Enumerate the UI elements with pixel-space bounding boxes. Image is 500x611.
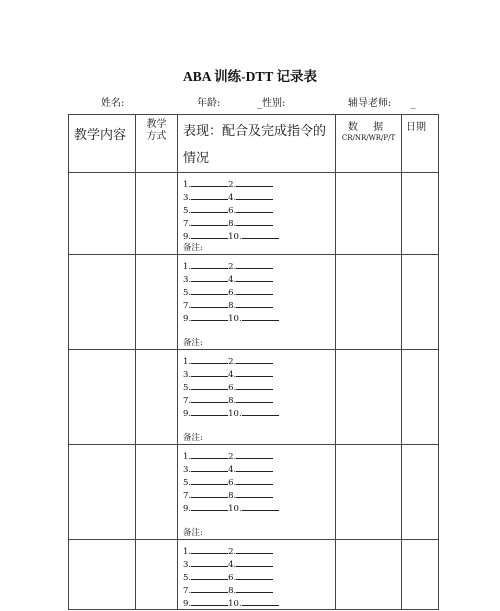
item-number: 2. <box>228 452 237 462</box>
method-cell <box>136 255 178 350</box>
answer-blank[interactable] <box>191 216 228 226</box>
data-cell <box>336 255 402 350</box>
item-number: 3. <box>183 370 192 380</box>
item-number: 3. <box>183 193 192 203</box>
header-method-line2: 方式 <box>146 131 167 142</box>
answer-blank[interactable] <box>236 583 273 593</box>
record-table <box>68 114 439 610</box>
item-pair <box>183 203 335 216</box>
performance-cell <box>178 255 336 350</box>
item-number: 9. <box>183 409 192 419</box>
item-pair <box>183 216 335 229</box>
item-number: 3. <box>183 560 192 570</box>
tutor-field <box>348 94 416 109</box>
item-number: 6. <box>228 573 237 583</box>
method-cell <box>136 445 178 540</box>
item-number: 6. <box>228 478 237 488</box>
item-number: 1. <box>183 452 192 462</box>
name-label: 姓名: <box>101 98 125 109</box>
item-pair <box>183 501 335 514</box>
item-number: 4. <box>228 465 237 475</box>
item-number: 5. <box>183 573 192 583</box>
data-cell <box>336 173 402 255</box>
item-number: 7. <box>183 396 192 406</box>
answer-blank[interactable] <box>191 311 228 321</box>
answer-blank[interactable] <box>191 501 228 511</box>
date-cell <box>402 173 439 255</box>
answer-blank[interactable] <box>191 475 228 485</box>
answer-blank[interactable] <box>191 380 228 390</box>
item-pair <box>183 406 335 419</box>
method-cell <box>136 350 178 445</box>
item-pair <box>183 583 335 596</box>
note-label: 备注: <box>183 528 203 538</box>
answer-blank[interactable] <box>191 462 228 472</box>
item-pair <box>183 177 335 190</box>
item-number: 7. <box>183 491 192 501</box>
answer-blank[interactable] <box>242 596 279 606</box>
answer-blank[interactable] <box>242 311 279 321</box>
item-number: 6. <box>228 288 237 298</box>
item-pair <box>183 298 335 311</box>
table-row <box>69 350 439 445</box>
method-cell <box>136 540 178 610</box>
item-number: 3. <box>183 465 192 475</box>
item-pair <box>183 272 335 285</box>
answer-blank[interactable] <box>191 203 228 213</box>
answer-blank[interactable] <box>191 406 228 416</box>
answer-blank[interactable] <box>236 216 273 226</box>
header-performance: 表现：配合及完成指令的情况 <box>178 115 336 173</box>
content-cell <box>69 255 136 350</box>
item-number: 2. <box>228 357 237 367</box>
answer-blank[interactable] <box>191 272 228 282</box>
item-number: 8. <box>228 219 237 229</box>
item-pair <box>183 354 335 367</box>
item-number: 9. <box>183 504 192 514</box>
item-pair <box>183 229 335 242</box>
answer-blank[interactable] <box>191 298 228 308</box>
answer-blank[interactable] <box>236 462 273 472</box>
content-cell <box>69 350 136 445</box>
answer-blank[interactable] <box>191 583 228 593</box>
item-number: 7. <box>183 301 192 311</box>
answer-blank[interactable] <box>236 285 273 295</box>
item-pair <box>183 544 335 557</box>
item-number: 1. <box>183 180 192 190</box>
note-label: 备注: <box>183 433 203 443</box>
item-number: 10. <box>228 314 242 324</box>
answer-blank[interactable] <box>191 544 228 554</box>
item-number: 5. <box>183 478 192 488</box>
item-number: 2. <box>228 180 237 190</box>
item-pair <box>183 259 335 272</box>
tutor-label: 辅导老师: <box>348 98 392 109</box>
performance-cell <box>178 173 336 255</box>
gender-field <box>257 94 285 109</box>
item-pair <box>183 380 335 393</box>
item-number: 1. <box>183 547 192 557</box>
item-number: 8. <box>228 586 237 596</box>
answer-blank[interactable] <box>242 229 279 239</box>
item-pair <box>183 488 335 501</box>
content-cell <box>69 173 136 255</box>
header-method-line1: 教学 <box>146 119 167 130</box>
header-data <box>336 115 402 173</box>
item-pair <box>183 449 335 462</box>
answer-blank[interactable] <box>242 501 279 511</box>
item-pair <box>183 285 335 298</box>
answer-blank[interactable] <box>236 393 273 403</box>
item-pair <box>183 557 335 570</box>
answer-blank[interactable] <box>236 298 273 308</box>
item-number: 2. <box>228 547 237 557</box>
answer-blank[interactable] <box>191 190 228 200</box>
item-number: 10. <box>228 409 242 419</box>
header-row <box>69 115 439 173</box>
content-cell <box>69 445 136 540</box>
performance-cell <box>178 540 336 610</box>
table-row <box>69 540 439 610</box>
answer-blank[interactable] <box>191 488 228 498</box>
data-cell <box>336 540 402 610</box>
answer-blank[interactable] <box>236 272 273 282</box>
item-number: 1. <box>183 262 192 272</box>
item-number: 4. <box>228 560 237 570</box>
item-number: 9. <box>183 599 192 609</box>
date-cell <box>402 350 439 445</box>
answer-blank[interactable] <box>236 488 273 498</box>
item-number: 4. <box>228 370 237 380</box>
item-number: 5. <box>183 206 192 216</box>
item-number: 8. <box>228 491 237 501</box>
answer-blank[interactable] <box>191 367 228 377</box>
data-cell <box>336 350 402 445</box>
item-number: 5. <box>183 383 192 393</box>
method-cell <box>136 173 178 255</box>
item-number: 6. <box>228 383 237 393</box>
data-cell <box>336 445 402 540</box>
header-date: 日期 <box>402 115 439 173</box>
age-label: 年龄: <box>197 98 221 109</box>
answer-blank[interactable] <box>236 203 273 213</box>
answer-blank[interactable] <box>191 449 228 459</box>
answer-blank[interactable] <box>236 570 273 580</box>
answer-blank[interactable] <box>191 177 228 187</box>
answer-blank[interactable] <box>236 190 273 200</box>
table-row <box>69 445 439 540</box>
date-cell <box>402 255 439 350</box>
answer-blank[interactable] <box>236 380 273 390</box>
item-number: 9. <box>183 314 192 324</box>
answer-blank[interactable] <box>236 475 273 485</box>
item-pair <box>183 596 335 609</box>
header-method <box>136 115 178 173</box>
item-pair <box>183 190 335 203</box>
item-pair <box>183 393 335 406</box>
item-pair <box>183 475 335 488</box>
answer-blank[interactable] <box>236 367 273 377</box>
note-label: 备注: <box>183 338 203 348</box>
gender-label: _性别: <box>257 98 286 109</box>
header-content: 教学内容 <box>69 115 136 173</box>
date-cell <box>402 445 439 540</box>
item-number: 3. <box>183 275 192 285</box>
item-pair <box>183 570 335 583</box>
item-pair <box>183 367 335 380</box>
performance-cell <box>178 350 336 445</box>
answer-blank[interactable] <box>236 259 273 269</box>
answer-blank[interactable] <box>191 570 228 580</box>
item-number: 8. <box>228 396 237 406</box>
answer-blank[interactable] <box>236 449 273 459</box>
item-number: 7. <box>183 219 192 229</box>
answer-blank[interactable] <box>191 229 228 239</box>
answer-blank[interactable] <box>191 393 228 403</box>
item-pair <box>183 311 335 324</box>
table-row <box>69 255 439 350</box>
answer-blank[interactable] <box>191 354 228 364</box>
item-number: 10. <box>228 599 242 609</box>
item-number: 7. <box>183 586 192 596</box>
tutor-value: _ <box>410 98 416 109</box>
item-number: 6. <box>228 206 237 216</box>
age-field <box>197 94 220 109</box>
item-number: 10. <box>228 504 242 514</box>
answer-blank[interactable] <box>236 177 273 187</box>
answer-blank[interactable] <box>236 544 273 554</box>
date-cell <box>402 540 439 610</box>
name-field <box>101 94 124 109</box>
answer-blank[interactable] <box>236 354 273 364</box>
item-number: 10. <box>228 232 242 242</box>
answer-blank[interactable] <box>191 259 228 269</box>
item-number: 2. <box>228 262 237 272</box>
item-number: 8. <box>228 301 237 311</box>
item-number: 4. <box>228 193 237 203</box>
item-number: 5. <box>183 288 192 298</box>
header-data-codes: CR/NR/WR/P/T <box>341 134 396 142</box>
answer-blank[interactable] <box>191 285 228 295</box>
form-title: ABA 训练-DTT 记录表 <box>182 69 318 84</box>
performance-cell <box>178 445 336 540</box>
item-number: 1. <box>183 357 192 367</box>
content-cell <box>69 540 136 610</box>
item-pair <box>183 462 335 475</box>
item-number: 4. <box>228 275 237 285</box>
answer-blank[interactable] <box>242 406 279 416</box>
header-data-label: 数 据 <box>347 122 390 133</box>
item-number: 9. <box>183 232 192 242</box>
answer-blank[interactable] <box>191 596 228 606</box>
note-label: 备注: <box>183 243 203 253</box>
table-row <box>69 173 439 255</box>
